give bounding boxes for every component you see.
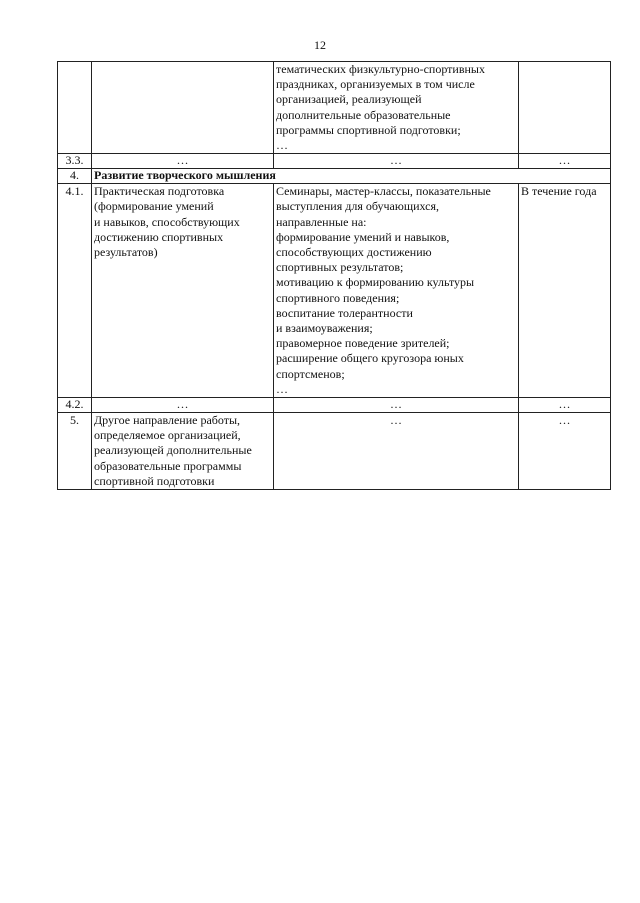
text-line: и навыков, способствующих xyxy=(94,214,240,229)
table-row-4-1 xyxy=(58,184,611,398)
row-number-cell: 4.1. xyxy=(58,184,92,398)
timing-cell: … xyxy=(519,154,611,169)
text-line: реализующей дополнительные xyxy=(94,443,252,458)
text-line: результатов) xyxy=(94,245,158,260)
text-line: способствующих достижению xyxy=(276,245,432,260)
activities-cell: … xyxy=(274,413,519,490)
text-line: правомерное поведение зрителей; xyxy=(276,336,450,351)
text-line: Семинары, мастер-классы, показательные xyxy=(276,184,491,199)
table-row-5 xyxy=(58,413,611,490)
direction-cell: … xyxy=(92,154,274,169)
text-line: направленные на: xyxy=(276,214,367,229)
activities-cell xyxy=(274,184,519,398)
timing-cell: … xyxy=(519,413,611,490)
table-row-continuation xyxy=(58,62,611,154)
text-line: достижению спортивных xyxy=(94,229,224,244)
row-number-cell xyxy=(58,62,92,154)
text-line: образовательные программы xyxy=(94,458,242,473)
section-title: Развитие творческого мышления xyxy=(92,169,611,184)
text-line: спортивных результатов; xyxy=(276,260,404,275)
activities-cell xyxy=(274,62,519,154)
text-line: … xyxy=(276,381,288,396)
plan-table xyxy=(57,61,611,490)
timing-cell: В течение года xyxy=(519,184,611,398)
row-number-cell: 4.2. xyxy=(58,398,92,413)
text-line: определяемое организацией, xyxy=(94,428,241,443)
row-number-cell: 4. xyxy=(58,169,92,184)
text-line: программы спортивной подготовки; xyxy=(276,122,461,137)
text-line: дополнительные образовательные xyxy=(276,107,451,122)
direction-cell: … xyxy=(92,398,274,413)
direction-cell xyxy=(92,413,274,490)
text-line: … xyxy=(276,138,288,153)
text-line: и взаимоуважения; xyxy=(276,321,373,336)
text-line: спортивного поведения; xyxy=(276,290,400,305)
table-row-3-3 xyxy=(58,154,611,169)
text-line: Другое направление работы, xyxy=(94,413,241,428)
direction-cell xyxy=(92,184,274,398)
text-line: организацией, реализующей xyxy=(276,92,422,107)
text-line: воспитание толерантности xyxy=(276,305,413,320)
text-line: праздниках, организуемых в том числе xyxy=(276,77,475,92)
page-number: 12 xyxy=(314,38,326,52)
text-line: тематических физкультурно-спортивных xyxy=(276,62,485,76)
text-line: (формирование умений xyxy=(94,199,214,214)
text-line: Практическая подготовка xyxy=(94,184,225,199)
text-line: расширение общего кругозора юных xyxy=(276,351,464,366)
timing-cell: … xyxy=(519,398,611,413)
row-number-cell: 3.3. xyxy=(58,154,92,169)
table-row-4-2 xyxy=(58,398,611,413)
row-number-cell: 5. xyxy=(58,413,92,490)
activities-cell: … xyxy=(274,398,519,413)
text-line: мотивацию к формированию культуры xyxy=(276,275,475,290)
text-line: выступления для обучающихся, xyxy=(276,199,439,214)
text-line: формирование умений и навыков, xyxy=(276,229,450,244)
timing-cell xyxy=(519,62,611,154)
text-line: спортсменов; xyxy=(276,366,345,381)
direction-cell xyxy=(92,62,274,154)
table-row-section-4 xyxy=(58,169,611,184)
activities-cell: … xyxy=(274,154,519,169)
text-line: спортивной подготовки xyxy=(94,473,215,488)
